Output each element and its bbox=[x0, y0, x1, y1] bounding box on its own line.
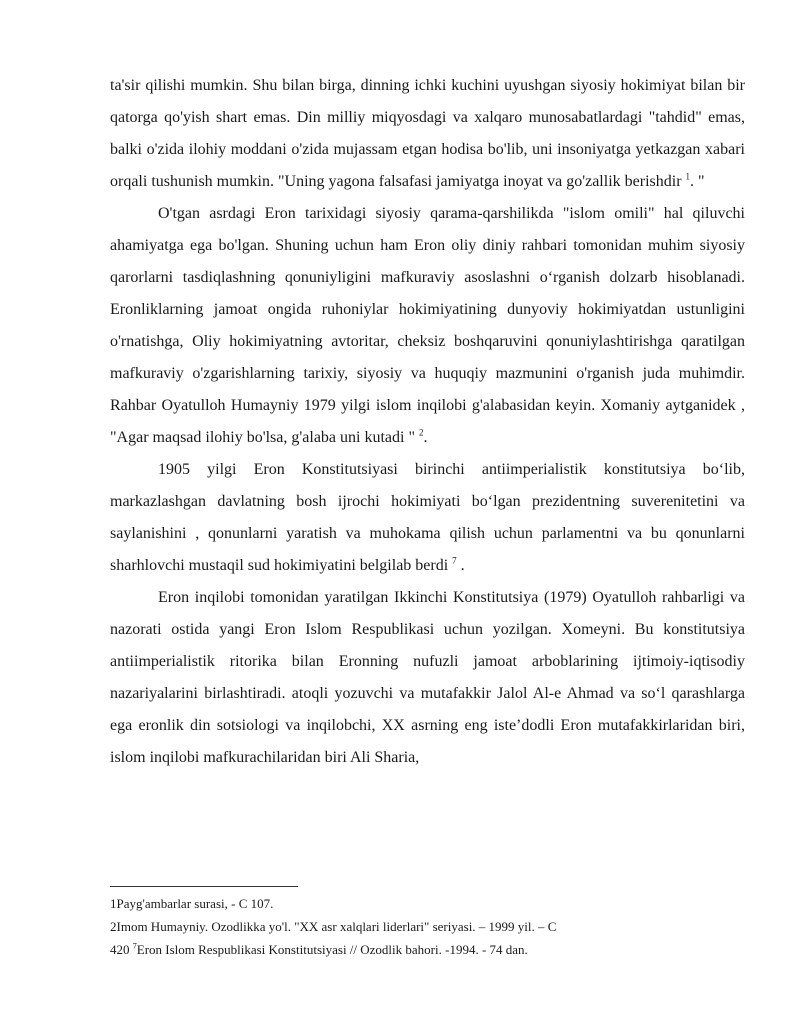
paragraph-1-tail: . " bbox=[690, 173, 705, 190]
footnotes bbox=[110, 892, 710, 961]
paragraph-3 bbox=[110, 454, 745, 582]
footnote-3-text: Eron Islom Respublikasi Konstitutsiyasi // Ozodlik bahori. -1994. - 74 dan. bbox=[136, 942, 528, 957]
paragraph-1 bbox=[110, 70, 745, 198]
footnote-3 bbox=[110, 938, 710, 961]
footnote-3-number: 420 bbox=[110, 942, 130, 957]
paragraph-3-tail: . bbox=[460, 557, 465, 574]
paragraph-2-tail: . bbox=[423, 429, 428, 446]
paragraph-2-text: O'tgan asrdagi Eron tarixidagi siyosiy qarama-qarshilikda "islom omili" hal qiluvchi ahamiyatga ega bo'lgan. Shuning uchun ham Eron oliy diniy rahbari tomonidan muhim siyosiy qarorlarni tasdiqlashning qonuniyligini mafkuraviy asoslashni o‘rganish dolzarb hisoblanadi. Eronliklarning jamoat ongida ruhoniylar hokimiyatining dunyoviy hokimiyatdan ustunligini o'rnatishga, Oliy hokimiyatning avtoritar, cheksiz boshqaruvini qonuniylashtirishga qaratilgan mafkuraviy o'zgarishlarning tarixiy, siyosiy va huquqiy mazmunini o'rganish juda muhimdir. Rahbar Oyatulloh Humayniy 1979 yilgi islom inqilobi g'alabasidan keyin. Xomaniy aytganidek , "Agar maqsad ilohiy bo'lsa, g'alaba uni kutadi " bbox=[110, 205, 745, 446]
footnote-ref-7: 7 bbox=[452, 555, 457, 566]
footnote-1: 1Payg'ambarlar surasi, - C 107. bbox=[110, 896, 274, 911]
paragraph-4 bbox=[110, 582, 745, 774]
footnote-3-ref: 7 bbox=[132, 941, 137, 951]
footnote-ref-2: 2 bbox=[418, 427, 424, 438]
document-body bbox=[110, 70, 745, 774]
paragraph-3-text: 1905 yilgi Eron Konstitutsiyasi birinchi antiimperialistik konstitutsiya bo‘lib, markazlashgan davlatning bosh ijrochi hokimiyati bo‘lgan prezidentning suverenitetini va saylanishini , qonunlarni yaratish va muhokama qilish uchun parlamentni va bu qonunlarni sharhlovchi mustaqil sud hokimiyatini belgilab berdi bbox=[110, 461, 745, 574]
footnote-2: 2Imom Humayniy. Ozodlikka yo'l. "XX asr xalqlari liderlari" seriyasi. – 1999 yil. – C bbox=[110, 919, 557, 934]
footnote-ref-1: 1 bbox=[685, 171, 691, 182]
paragraph-1-text: ta'sir qilishi mumkin. Shu bilan birga, dinning ichki kuchini uyushgan siyosiy hokimiyat bilan bir qatorga qo'yish shart emas. Din milliy miqyosdagi va xalqaro munosabatlardagi "tahdid" emas, balki o'zida ilohiy moddani o'zida mujassam etgan hodisa bo'lib, uni insoniyatga yetkazgan xabari orqali tushunish mumkin. "Uning yagona falsafasi jamiyatga inoyat va go'zallik berishdir bbox=[110, 77, 745, 190]
footnote-separator bbox=[110, 886, 298, 887]
paragraph-4-text: Eron inqilobi tomonidan yaratilgan Ikkinchi Konstitutsiya (1979) Oyatulloh rahbarligi va nazorati ostida yangi Eron Islom Respublikasi uchun yozilgan. Xomeyni. Bu konstitutsiya antiimperialistik ritorika bilan Eronning nufuzli jamoat arboblarining ijtimoiy-iqtisodiy nazariyalarini birlashtiradi. atoqli yozuvchi va mutafakkir Jalol Al-e Ahmad va so‘l qarashlarga ega eronlik din sotsiologi va inqilobchi, XX asrning eng iste’dodli Eron mutafakkirlaridan biri, islom inqilobi mafkurachilaridan biri Ali Sharia, bbox=[110, 589, 745, 766]
paragraph-2 bbox=[110, 198, 745, 454]
